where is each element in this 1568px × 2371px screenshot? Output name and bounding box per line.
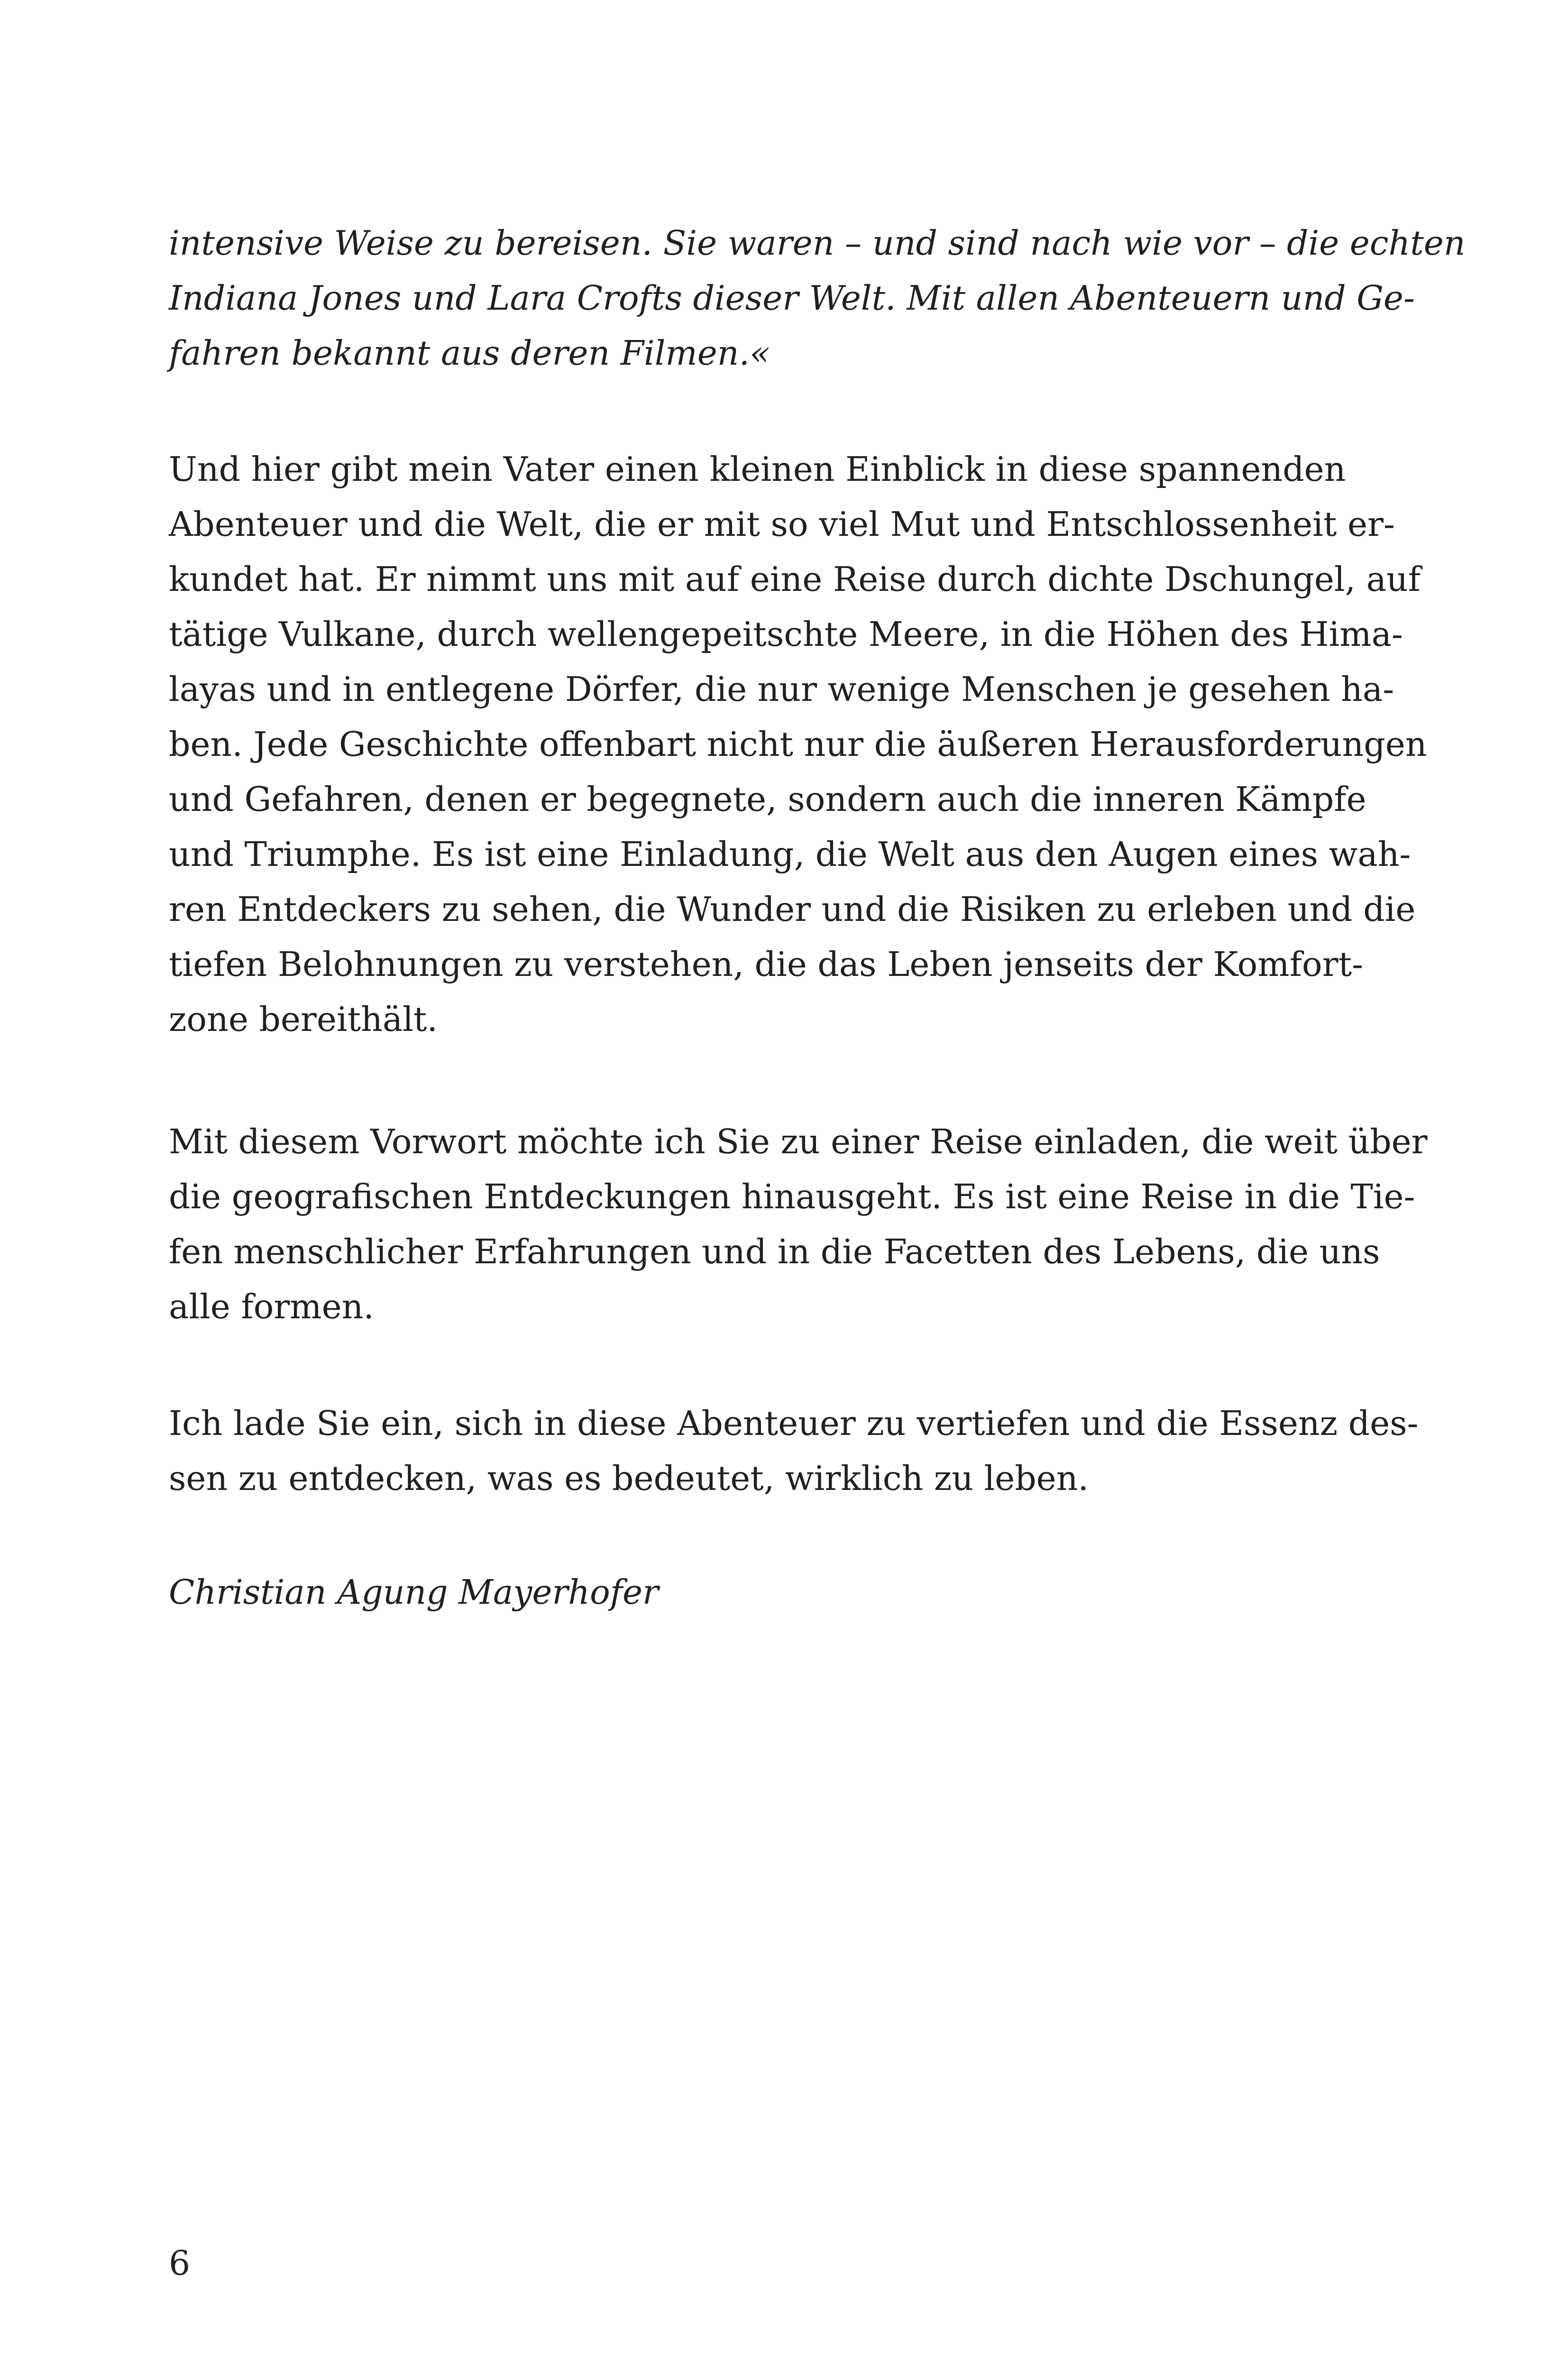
paragraph-line: tiefen Belohnungen zu verstehen, die das Leben jenseits der Komfort- [169, 945, 1364, 984]
paragraph-line: fen menschlicher Erfahrungen und in die Facetten des Lebens, die uns [169, 1232, 1380, 1271]
paragraph-line: sen zu entdecken, was es bedeutet, wirklich zu leben. [169, 1459, 1089, 1498]
quote-line: Indiana Jones und Lara Crofts dieser Welt. Mit allen Abenteuern und Ge- [169, 278, 1415, 318]
paragraph-line: kundet hat. Er nimmt uns mit auf eine Reise durch dichte Dschungel, auf [169, 560, 1421, 599]
paragraph-line: die geografischen Entdeckungen hinausgeht. Es ist eine Reise in die Tie- [169, 1177, 1415, 1216]
paragraph-line: alle formen. [169, 1287, 374, 1326]
paragraph-line: und Gefahren, denen er begegnete, sondern auch die inneren Kämpfe [169, 780, 1366, 819]
quote-line: fahren bekannt aus deren Filmen.« [169, 333, 770, 373]
paragraph-line: Und hier gibt mein Vater einen kleinen Einblick in diese spannenden [169, 450, 1346, 489]
paragraph-line: und Triumphe. Es ist eine Einladung, die Welt aus den Augen eines wah- [169, 835, 1411, 874]
paragraph-line: tätige Vulkane, durch wellengepeitschte Meere, in die Höhen des Hima- [169, 615, 1403, 654]
paragraph-line: ren Entdeckers zu sehen, die Wunder und die Risiken zu erleben und die [169, 890, 1416, 929]
paragraph-line: layas und in entlegene Dörfer, die nur wenige Menschen je gesehen ha- [169, 670, 1394, 709]
quote-line: intensive Weise zu bereisen. Sie waren – und sind nach wie vor – die echten [169, 223, 1466, 263]
page-number: 6 [169, 2243, 191, 2283]
paragraph-line: ben. Jede Geschichte offenbart nicht nur die äußeren Herausforderungen [169, 725, 1427, 764]
author-signature: Christian Agung Mayerhofer [169, 1572, 659, 1612]
paragraph-line: Mit diesem Vorwort möchte ich Sie zu einer Reise einladen, die weit über [169, 1122, 1428, 1161]
paragraph-line: Ich lade Sie ein, sich in diese Abenteuer zu vertiefen und die Essenz des- [169, 1404, 1419, 1443]
paragraph-line: zone bereithält. [169, 1000, 438, 1039]
paragraph-line: Abenteuer und die Welt, die er mit so viel Mut und Entschlossenheit er- [169, 505, 1395, 544]
